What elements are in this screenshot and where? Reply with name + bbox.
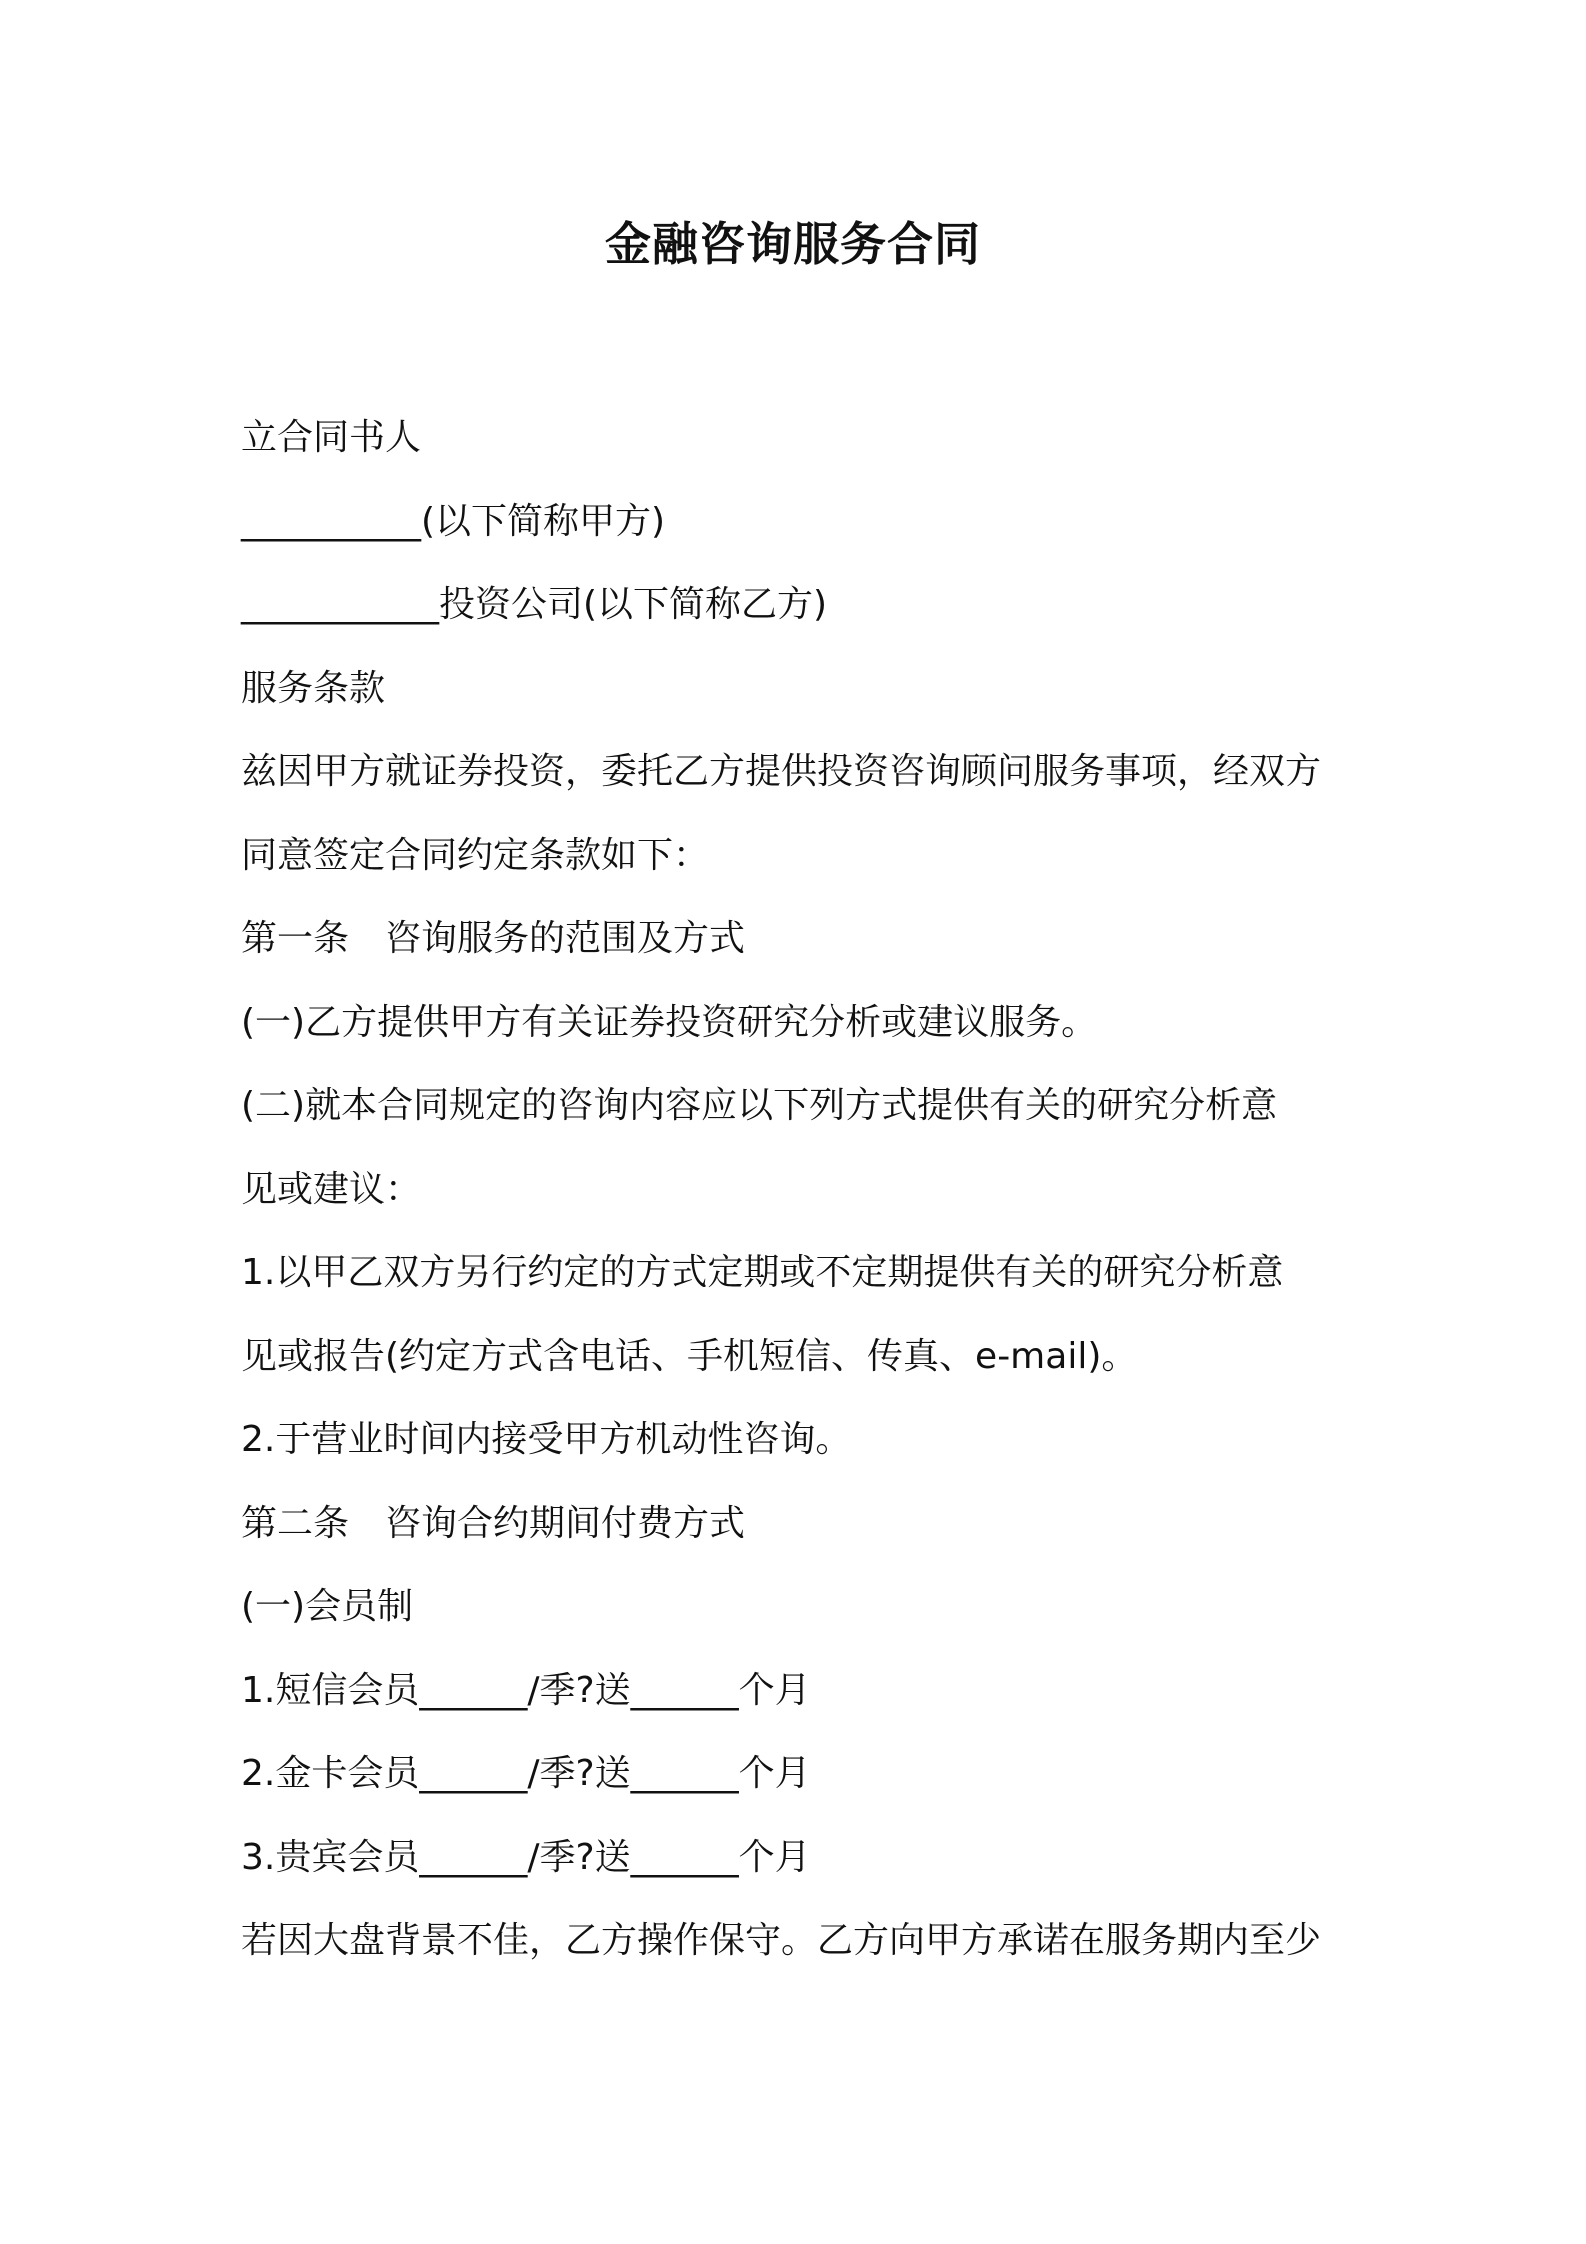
text-line: 1.短信会员______/季?送______个月 <box>241 1669 811 1711</box>
text-line: 立合同书人 <box>241 417 422 458</box>
text-line: __________(以下简称甲方) <box>241 500 666 542</box>
document-title: 金融咨询服务合同 <box>605 217 981 271</box>
text-line: 同意签定合同约定条款如下： <box>241 834 710 876</box>
text-line: 3.贵宾会员______/季?送______个月 <box>241 1836 811 1878</box>
text-line: 见或报告(约定方式含电话、手机短信、传真、e-mail)。 <box>241 1335 1138 1377</box>
text-line: 1.以甲乙双方另行约定的方式定期或不定期提供有关的研究分析意 <box>241 1252 1284 1293</box>
text-line: 兹因甲方就证券投资，委托乙方提供投资咨询顾问服务事项，经双方 <box>241 751 1322 792</box>
text-line: (一)会员制 <box>241 1586 414 1627</box>
text-line: 服务条款 <box>241 667 386 709</box>
document-body <box>241 408 1361 1995</box>
text-line: 第二条 咨询合约期间付费方式 <box>241 1502 746 1544</box>
text-line: 2.于营业时间内接受甲方机动性咨询。 <box>241 1419 852 1460</box>
text-line: 若因大盘背景不佳，乙方操作保守。乙方向甲方承诺在服务期内至少 <box>241 1920 1322 1961</box>
text-line: 2.金卡会员______/季?送______个月 <box>241 1753 811 1794</box>
text-line: (二)就本合同规定的咨询内容应以下列方式提供有关的研究分析意 <box>241 1085 1278 1126</box>
text-line: ___________投资公司(以下简称乙方) <box>241 584 828 625</box>
text-line: 见或建议： <box>241 1168 422 1210</box>
text-line: 第一条 咨询服务的范围及方式 <box>241 918 746 959</box>
text-line: (一)乙方提供甲方有关证券投资研究分析或建议服务。 <box>241 1001 1098 1043</box>
